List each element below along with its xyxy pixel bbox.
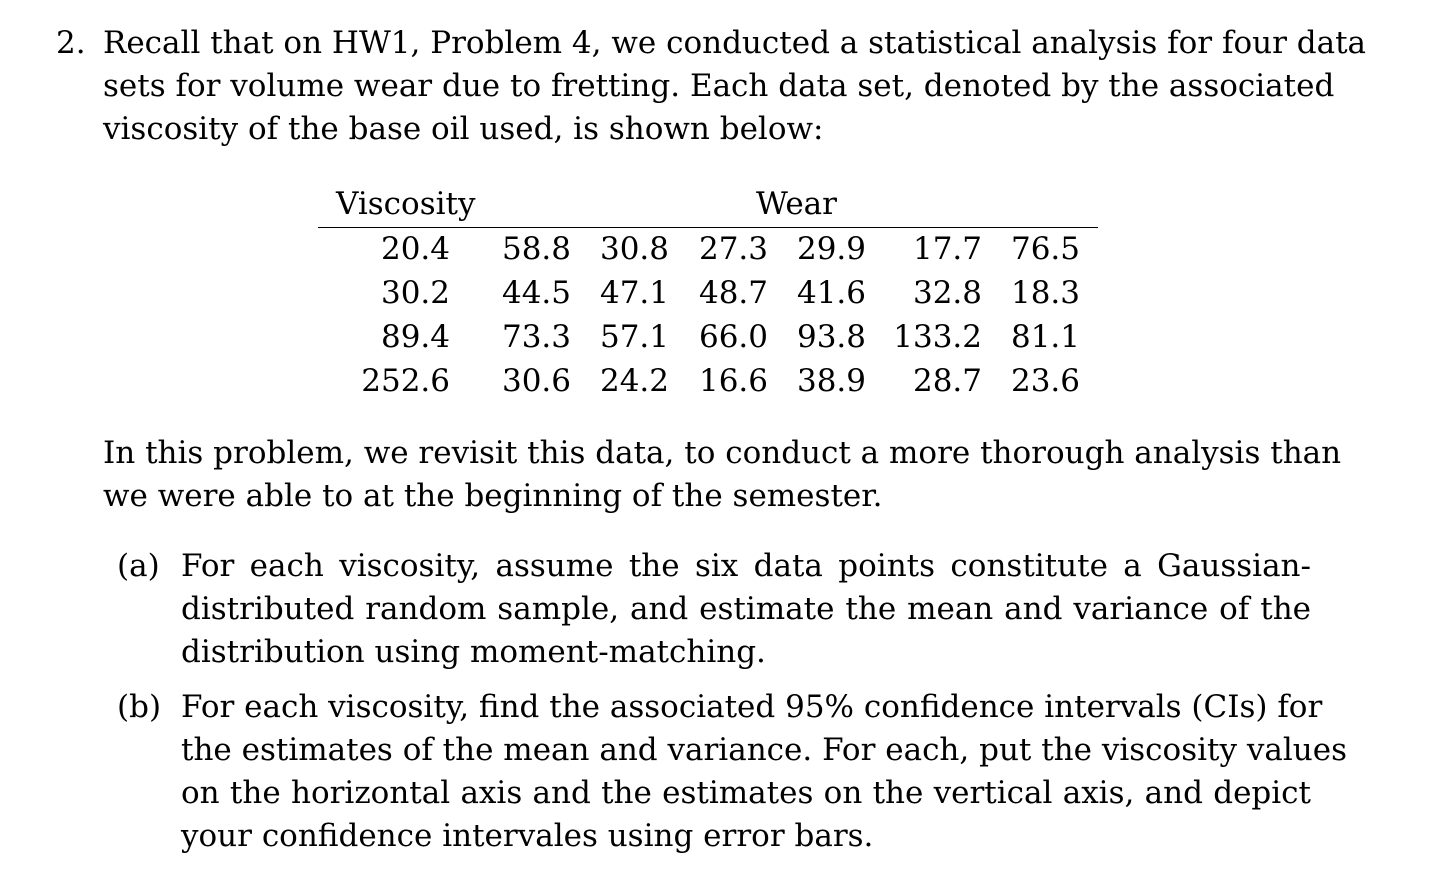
part-label: (b) xyxy=(117,689,162,725)
wear-cell: 24.2 xyxy=(599,363,669,399)
intro-line: Recall that on HW1, Problem 4, we conducted a statistical analysis for four data xyxy=(103,25,1367,61)
problem-number: 2. xyxy=(56,25,86,61)
wear-cell: 23.6 xyxy=(1010,363,1080,399)
wear-cell: 73.3 xyxy=(501,319,571,355)
part-line: For each viscosity, find the associated 95% confidence intervals (CIs) for xyxy=(181,689,1323,725)
wear-cell: 133.2 xyxy=(893,319,982,355)
intro-line: viscosity of the base oil used, is shown below: xyxy=(103,111,824,147)
wear-cell: 30.8 xyxy=(599,231,669,267)
wear-cell: 93.8 xyxy=(796,319,866,355)
revisit-line: In this problem, we revisit this data, to conduct a more thorough analysis than xyxy=(103,435,1342,471)
wear-cell: 76.5 xyxy=(1010,231,1080,267)
wear-cell: 28.7 xyxy=(912,363,982,399)
wear-cell: 57.1 xyxy=(599,319,669,355)
wear-cell: 44.5 xyxy=(501,275,571,311)
wear-cell: 18.3 xyxy=(1010,275,1080,311)
part-line: distribution using moment-matching. xyxy=(181,634,766,670)
header-wear: Wear xyxy=(756,186,837,222)
part-line: For each viscosity, assume the six data points constitute a Gaussian- xyxy=(181,548,1311,584)
table-row xyxy=(318,316,1098,360)
wear-cell: 29.9 xyxy=(796,231,866,267)
wear-cell: 38.9 xyxy=(796,363,866,399)
part-line: the estimates of the mean and variance. For each, put the viscosity values xyxy=(181,732,1347,768)
table-header xyxy=(318,183,1098,228)
wear-cell: 48.7 xyxy=(698,275,768,311)
table-row xyxy=(318,228,1098,272)
header-viscosity: Viscosity xyxy=(336,186,476,222)
wear-cell: 66.0 xyxy=(698,319,768,355)
viscosity-cell: 89.4 xyxy=(380,319,450,355)
wear-cell: 30.6 xyxy=(501,363,571,399)
wear-cell: 32.8 xyxy=(912,275,982,311)
wear-cell: 27.3 xyxy=(698,231,768,267)
wear-cell: 58.8 xyxy=(501,231,571,267)
intro-line: sets for volume wear due to fretting. Each data set, denoted by the associated xyxy=(103,68,1335,104)
viscosity-cell: 30.2 xyxy=(380,275,450,311)
viscosity-cell: 20.4 xyxy=(380,231,450,267)
revisit-paragraph xyxy=(103,432,1342,518)
table-row xyxy=(318,360,1098,404)
part-label: (a) xyxy=(117,548,160,584)
revisit-line: we were able to at the beginning of the semester. xyxy=(103,478,883,514)
wear-cell: 81.1 xyxy=(1010,319,1080,355)
intro-paragraph xyxy=(103,22,1367,151)
part-line: distributed random sample, and estimate the mean and variance of the xyxy=(181,591,1311,627)
wear-cell: 41.6 xyxy=(796,275,866,311)
viscosity-cell: 252.6 xyxy=(361,363,450,399)
part-line: your confidence intervales using error bars. xyxy=(181,818,874,854)
wear-cell: 17.7 xyxy=(912,231,982,267)
wear-cell: 47.1 xyxy=(599,275,669,311)
part-body xyxy=(181,545,1311,674)
wear-data-table xyxy=(318,183,1098,404)
table-row xyxy=(318,272,1098,316)
wear-cell: 16.6 xyxy=(698,363,768,399)
part-line: on the horizontal axis and the estimates on the vertical axis, and depict xyxy=(181,775,1311,811)
part-body xyxy=(181,686,1347,858)
